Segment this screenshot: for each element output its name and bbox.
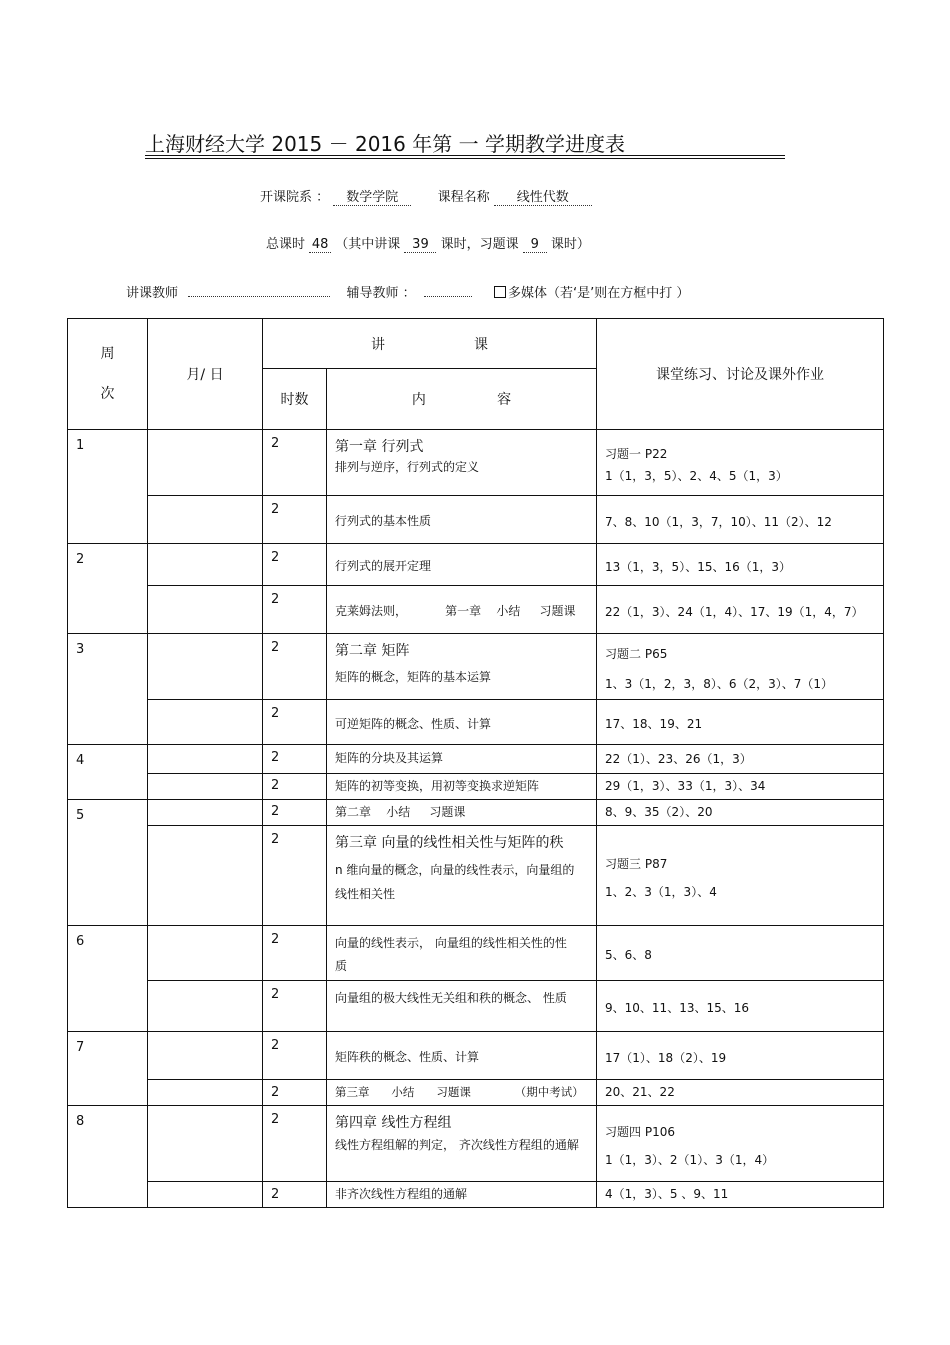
chapter-title: 第二章 矩阵 — [335, 643, 410, 659]
total-hours-label: 总课时 — [266, 237, 306, 252]
content-cell — [327, 634, 597, 700]
content-text: 矩阵的概念，矩阵的基本运算 — [335, 670, 492, 684]
homework-cell — [597, 1106, 884, 1182]
homework-cell: 7、8、10（1，3，7，10）、11（2）、12 — [597, 496, 884, 544]
content-cell: 第二章 小结 习题课 — [327, 800, 597, 826]
content-cell — [327, 430, 597, 496]
table-row — [68, 634, 884, 700]
homework-cell: 29（1，3）、33（1，3）、34 — [597, 774, 884, 800]
homework-cell: 20、21、22 — [597, 1080, 884, 1106]
week-number: 5 — [68, 800, 148, 926]
hours-cell: 2 — [263, 1032, 327, 1080]
homework-heading: 习题三 P87 — [605, 856, 668, 871]
schedule-table — [67, 318, 884, 1208]
homework-cell — [597, 430, 884, 496]
homework-text: 1、2、3（1，3）、4 — [605, 884, 717, 899]
col-content-header: 内 容 — [327, 369, 597, 430]
date-cell — [148, 634, 263, 700]
date-cell — [148, 430, 263, 496]
content-cell: 非齐次线性方程组的通解 — [327, 1182, 597, 1208]
hours-cell: 2 — [263, 634, 327, 700]
chapter-title: 第一章 行列式 — [335, 439, 424, 455]
date-cell — [148, 1032, 263, 1080]
col-homework-header: 课堂练习、讨论及课外作业 — [597, 319, 884, 430]
homework-cell: 13（1，3，5）、15、16（1，3） — [597, 544, 884, 586]
table-row — [68, 1106, 884, 1182]
date-cell — [148, 1106, 263, 1182]
table-row — [68, 745, 884, 774]
chapter-title: 第四章 线性方程组 — [335, 1115, 452, 1131]
date-cell — [148, 1080, 263, 1106]
lecture-hours-label: （其中讲课 — [335, 237, 401, 252]
homework-text: 1、3（1，2，3，8）、6（2，3）、7（1） — [605, 676, 833, 691]
total-hours-value: 48 — [309, 237, 331, 253]
hours-cell: 2 — [263, 826, 327, 926]
homework-text: 1（1，3）、2（1）、3（1，4） — [605, 1152, 775, 1167]
hours-cell: 2 — [263, 496, 327, 544]
col-lecture-header: 讲 课 — [263, 319, 597, 369]
date-cell — [148, 926, 263, 981]
content-text: 线性方程组解的判定， 齐次线性方程组的通解 — [335, 1138, 579, 1152]
date-cell — [148, 981, 263, 1032]
week-number: 4 — [68, 745, 148, 800]
content-cell: 向量组的极大线性无关组和秩的概念、 性质 — [327, 981, 597, 1032]
course-info-row — [260, 186, 592, 206]
homework-cell: 22（1）、23、26（1，3） — [597, 745, 884, 774]
table-row — [68, 926, 884, 981]
homework-heading: 习题一 P22 — [605, 446, 668, 461]
table-row — [68, 981, 884, 1032]
date-cell — [148, 774, 263, 800]
date-cell — [148, 826, 263, 926]
hours-info-row — [266, 233, 590, 253]
date-cell — [148, 800, 263, 826]
col-hours-header: 时数 — [263, 369, 327, 430]
homework-heading: 习题四 P106 — [605, 1124, 675, 1139]
content-cell — [327, 826, 597, 926]
table-row — [68, 700, 884, 745]
week-number: 1 — [68, 430, 148, 544]
course-value: 线性代数 — [494, 186, 592, 206]
date-cell — [148, 1182, 263, 1208]
table-row — [68, 826, 884, 926]
hours-cell: 2 — [263, 700, 327, 745]
title-underline — [145, 155, 785, 156]
table-row — [68, 1080, 884, 1106]
homework-cell: 17、18、19、21 — [597, 700, 884, 745]
homework-cell — [597, 826, 884, 926]
content-cell — [327, 1106, 597, 1182]
content-cell: 可逆矩阵的概念、性质、计算 — [327, 700, 597, 745]
teacher-label: 讲课教师 — [126, 286, 179, 301]
hours-cell: 2 — [263, 1080, 327, 1106]
content-cell: 行列式的展开定理 — [327, 544, 597, 586]
table-row — [68, 496, 884, 544]
homework-cell: 5、6、8 — [597, 926, 884, 981]
hours-cell: 2 — [263, 586, 327, 634]
homework-cell — [597, 634, 884, 700]
content-cell: 矩阵的初等变换，用初等变换求逆矩阵 — [327, 774, 597, 800]
homework-heading: 习题二 P65 — [605, 646, 668, 661]
hours-cell: 2 — [263, 800, 327, 826]
dept-label: 开课院系 ： — [260, 190, 330, 205]
hours-cell: 2 — [263, 774, 327, 800]
lecture-hours-value: 39 — [404, 237, 436, 253]
homework-cell: 9、10、11、13、15、16 — [597, 981, 884, 1032]
course-label: 课程名称 — [437, 190, 490, 205]
date-cell — [148, 586, 263, 634]
exercise-hours-value: 9 — [523, 237, 547, 253]
multimedia-checkbox[interactable] — [494, 286, 506, 298]
date-cell — [148, 544, 263, 586]
col-date-header: 月/ 日 — [148, 319, 263, 430]
week-number: 8 — [68, 1106, 148, 1208]
hours-cell: 2 — [263, 1182, 327, 1208]
table-row — [68, 586, 884, 634]
content-cell: 克莱姆法则， 第一章 小结 习题课 — [327, 586, 597, 634]
table-row — [68, 774, 884, 800]
content-text: 排列与逆序，行列式的定义 — [335, 460, 480, 474]
exercise-hours-unit: 课时） — [550, 237, 590, 252]
content-cell: 向量的线性表示， 向量组的线性相关性的性质 — [327, 926, 597, 981]
content-cell: 矩阵秩的概念、性质、计算 — [327, 1032, 597, 1080]
hours-cell: 2 — [263, 981, 327, 1032]
week-number: 7 — [68, 1032, 148, 1106]
page-title: 上海财经大学 2015 － 2016 年第 一 学期教学进度表 — [145, 132, 625, 156]
teacher-info-row — [126, 282, 689, 301]
date-cell — [148, 700, 263, 745]
table-row — [68, 1032, 884, 1080]
week-number: 2 — [68, 544, 148, 634]
hours-cell: 2 — [263, 544, 327, 586]
lecture-hours-unit: 课时，习题课 — [440, 237, 519, 252]
content-text: n 维向量的概念，向量的线性表示，向量组的线性相关性 — [335, 863, 575, 901]
dept-value: 数学学院 — [333, 186, 411, 206]
table-row — [68, 800, 884, 826]
hours-cell: 2 — [263, 926, 327, 981]
table-row — [68, 1182, 884, 1208]
week-number: 3 — [68, 634, 148, 745]
hours-cell: 2 — [263, 1106, 327, 1182]
tutor-label: 辅导教师 ： — [346, 286, 416, 301]
homework-cell: 17（1）、18（2）、19 — [597, 1032, 884, 1080]
date-cell — [148, 745, 263, 774]
chapter-title: 第三章 向量的线性相关性与矩阵的秩 — [335, 835, 564, 851]
content-cell: 矩阵的分块及其运算 — [327, 745, 597, 774]
hours-cell: 2 — [263, 745, 327, 774]
hours-cell: 2 — [263, 430, 327, 496]
homework-text: 1（1，3，5）、2、4、5（1，3） — [605, 468, 788, 483]
content-cell: 行列式的基本性质 — [327, 496, 597, 544]
col-week-header: 周 次 — [68, 319, 148, 430]
week-number: 6 — [68, 926, 148, 1032]
multimedia-label: 多媒体（若‘是’则在方框中打 ） — [508, 286, 690, 301]
homework-cell: 4（1，3）、5 、9、11 — [597, 1182, 884, 1208]
homework-cell: 22（1，3）、24（1，4）、17、19（1，4，7） — [597, 586, 884, 634]
teacher-field — [188, 296, 330, 297]
homework-cell: 8、9、35（2）、20 — [597, 800, 884, 826]
date-cell — [148, 496, 263, 544]
table-row — [68, 544, 884, 586]
title-underline-double — [145, 158, 785, 159]
content-cell: 第三章 小结 习题课 （期中考试） — [327, 1080, 597, 1106]
table-row — [68, 430, 884, 496]
tutor-field — [424, 296, 472, 297]
